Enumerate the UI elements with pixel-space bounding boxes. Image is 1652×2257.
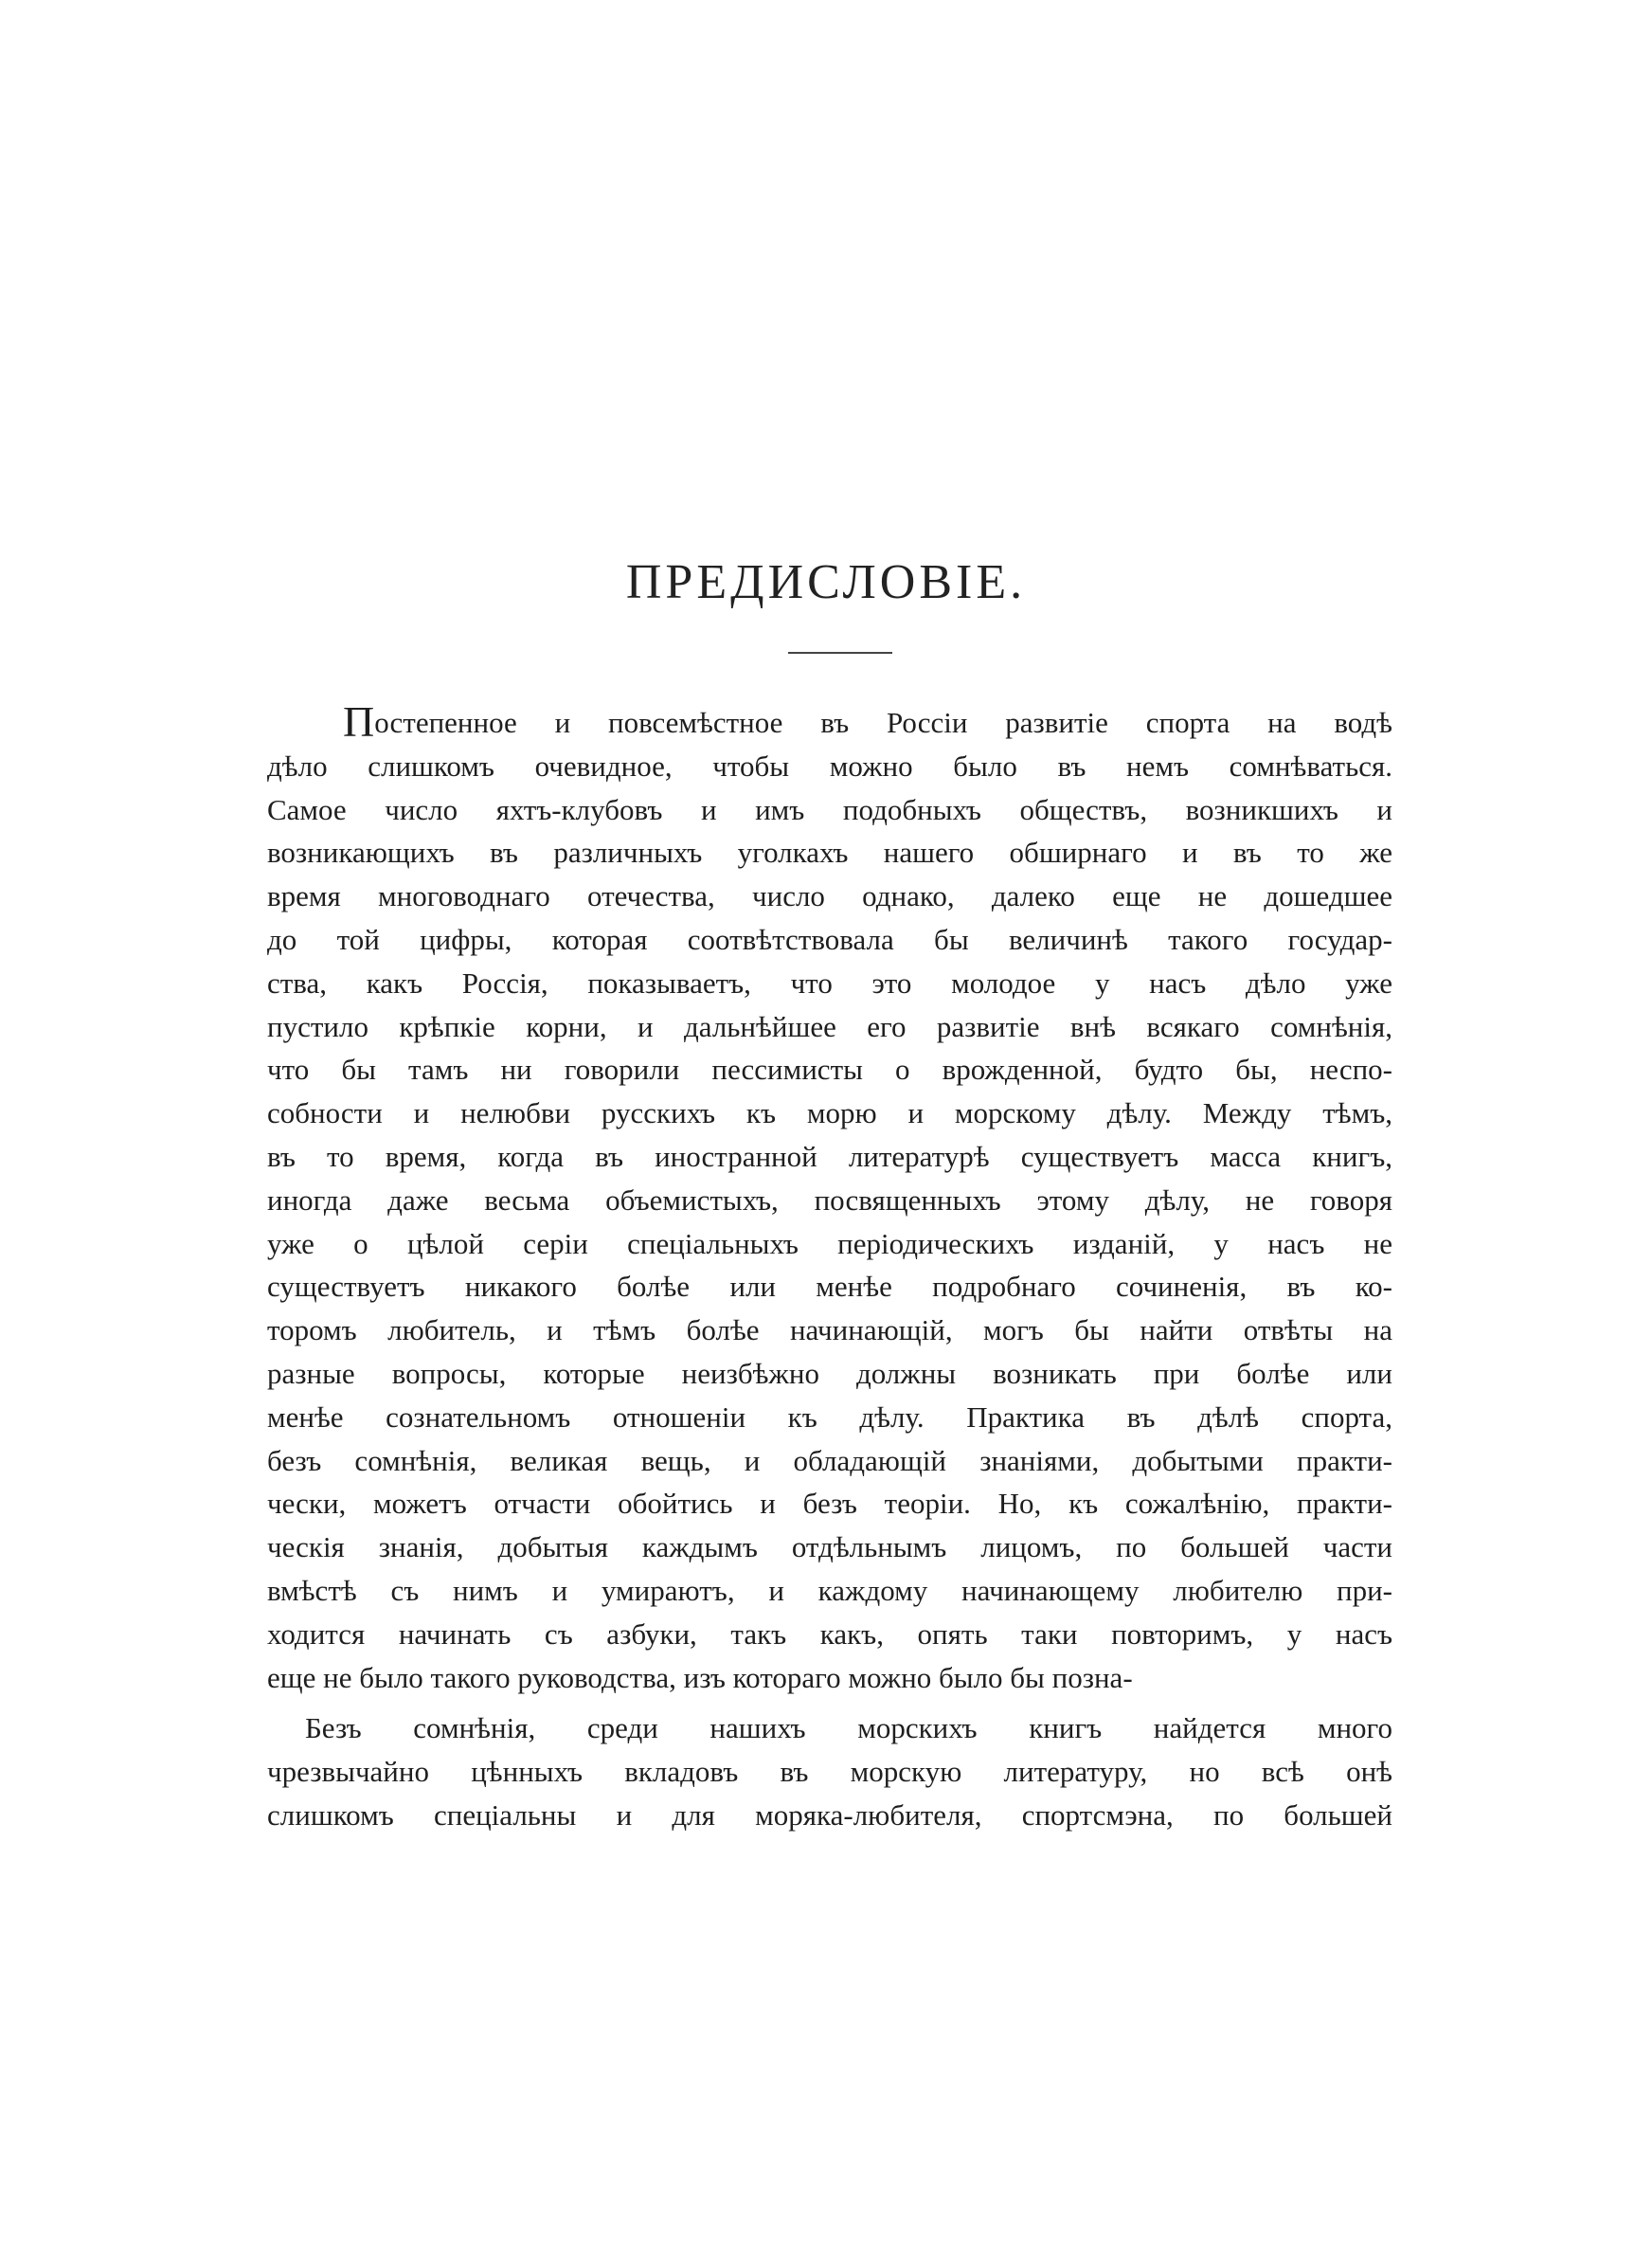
title-divider	[788, 652, 892, 654]
paragraph-1-line: собности и нелюбви русскихъ къ морю и морскому дѣлу. Между тѣмъ,	[267, 1096, 1392, 1130]
paragraph-1-line: ства, какъ Россія, показываетъ, что это молодое у насъ дѣло уже	[267, 966, 1392, 1000]
paragraph-2-line: Безъ сомнѣнія, среди нашихъ морскихъ книгъ найдется много	[305, 1711, 1392, 1745]
paragraph-1-line: вмѣстѣ съ нимъ и умираютъ, и каждому начинающему любителю при-	[267, 1573, 1392, 1607]
paragraph-1-line-1-text: остепенное и повсемѣстное въ Россіи развитіе спорта на водѣ	[374, 706, 1392, 739]
paragraph-1-line: ходится начинать съ азбуки, такъ какъ, опять таки повторимъ, у насъ	[267, 1616, 1392, 1651]
paragraph-1-line: разные вопросы, которые неизбѣжно должны возникать при болѣе или	[267, 1356, 1392, 1390]
paragraph-1-line: до той цифры, которая соотвѣтствовала бы величинѣ такого государ-	[267, 922, 1392, 956]
paragraph-1-line: время многоводнаго отечества, число однако, далеко еще не дошедшее	[267, 879, 1392, 913]
drop-cap: П	[343, 697, 375, 746]
paragraph-1-line: Самое число яхтъ-клубовъ и имъ подобныхъ обществъ, возникшихъ и	[267, 792, 1392, 826]
paragraph-1-line: иногда даже весьма объемистыхъ, посвященныхъ этому дѣлу, не говоря	[267, 1183, 1392, 1217]
body-text	[267, 697, 1392, 1837]
paragraph-1-line: менѣе сознательномъ отношеніи къ дѣлу. Практика въ дѣлѣ спорта,	[267, 1399, 1392, 1434]
paragraph-1-line: безъ сомнѣнія, великая вещь, и обладающій знаніями, добытыми практи-	[267, 1443, 1392, 1477]
paragraph-2-line: слишкомъ спеціальны и для моряка-любителя, спортсмэна, по большей	[267, 1797, 1392, 1832]
paragraph-1-line: уже о цѣлой серіи спеціальныхъ періодическихъ изданій, у насъ не	[267, 1226, 1392, 1260]
paragraph-gap	[267, 1699, 1392, 1706]
paragraph-1-last-line: еще не было такого руководства, изъ котораго можно было бы позна-	[267, 1660, 1133, 1694]
paragraph-1-line: ческія знанія, добытыя каждымъ отдѣльнымъ лицомъ, по большей части	[267, 1530, 1392, 1564]
paragraph-1-line: существуетъ никакого болѣе или менѣе подробнаго сочиненія, въ ко-	[267, 1270, 1392, 1304]
paragraph-1-line: чески, можетъ отчасти обойтись и безъ теоріи. Но, къ сожалѣнію, практи-	[267, 1487, 1392, 1521]
paragraph-1-line-1	[267, 697, 1392, 746]
page-title: ПРЕДИСЛОВІЕ.	[625, 555, 1027, 609]
paragraph-1-line: пустило крѣпкіе корни, и дальнѣйшее его развитіе внѣ всякаго сомнѣнія,	[267, 1009, 1392, 1043]
paragraph-1-line: въ то время, когда въ иностранной литературѣ существуетъ масса книгъ,	[267, 1139, 1392, 1173]
paragraph-1-line: возникающихъ въ различныхъ уголкахъ нашего обширнаго и въ то же	[267, 836, 1392, 870]
paragraph-1-line: что бы тамъ ни говорили пессимисты о врожденной, будто бы, неспо-	[267, 1053, 1392, 1087]
paragraph-1-line: дѣло слишкомъ очевидное, чтобы можно было въ немъ сомнѣваться.	[267, 749, 1392, 783]
paragraph-2-line: чрезвычайно цѣнныхъ вкладовъ въ морскую литературу, но всѣ онѣ	[267, 1755, 1392, 1789]
paragraph-1-line: торомъ любитель, и тѣмъ болѣе начинающій, могъ бы найти отвѣты на	[267, 1313, 1392, 1347]
